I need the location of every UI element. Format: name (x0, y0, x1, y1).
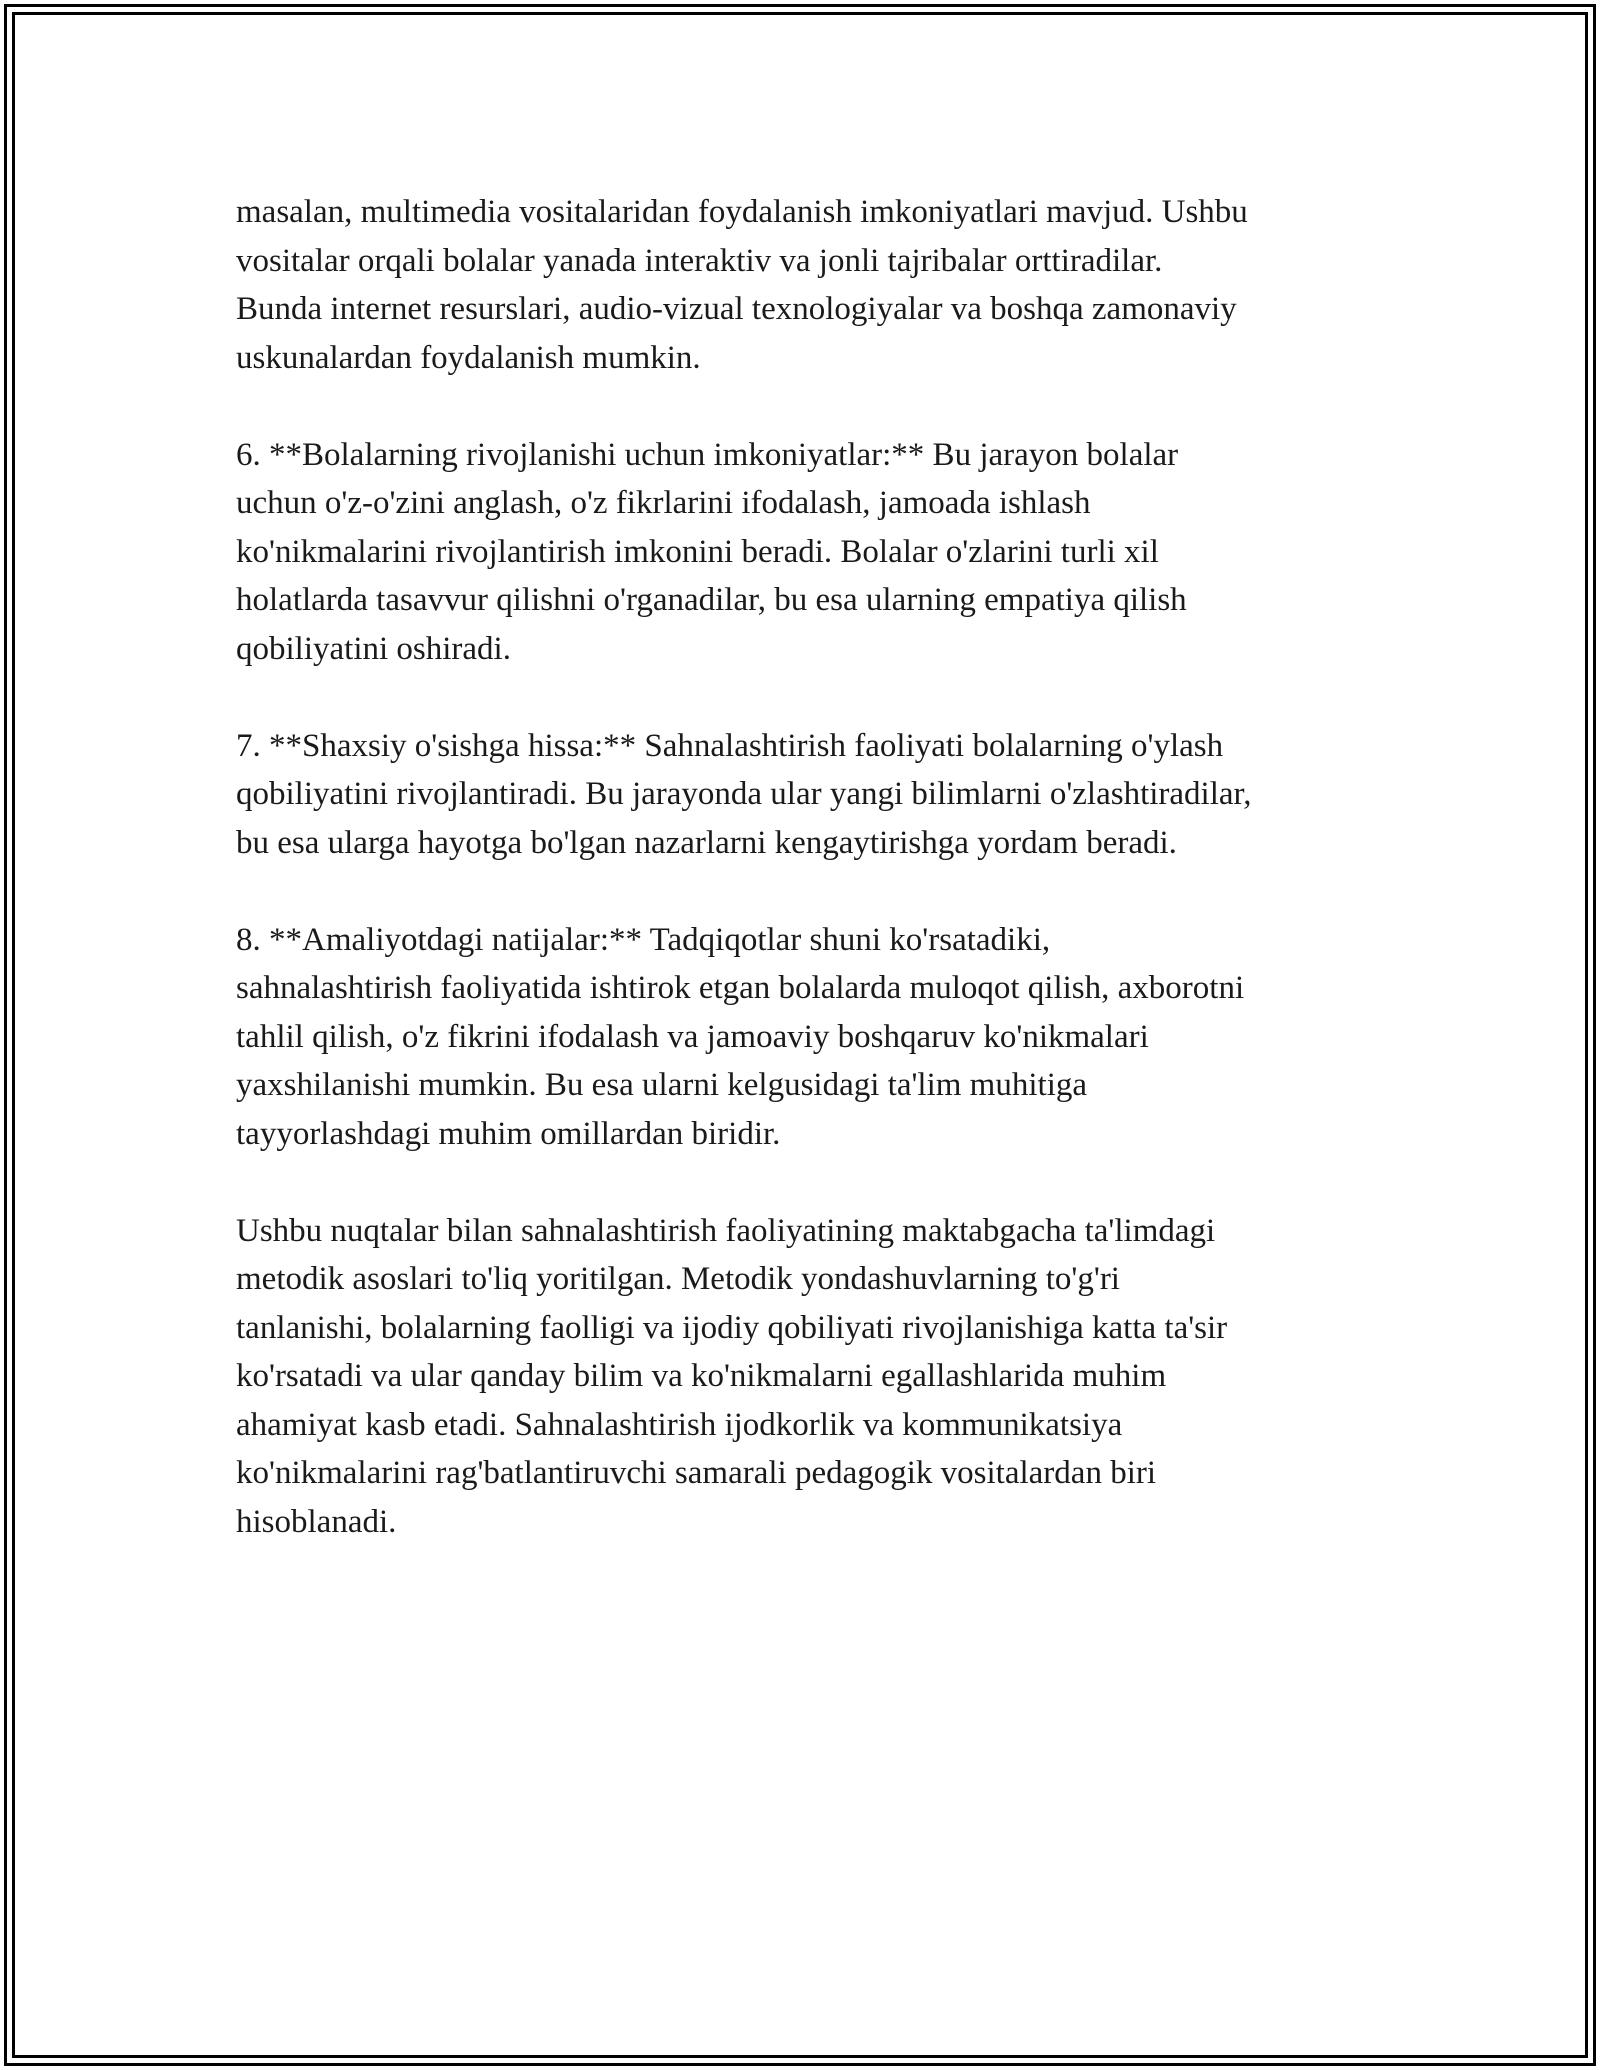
paragraph-item-7 (236, 722, 1386, 868)
text-line: masalan, multimedia vositalaridan foydalanish imkoniyatlari mavjud. Ushbu (236, 194, 1248, 230)
text-line: uskunalardan foydalanish mumkin. (236, 339, 701, 376)
document-body (236, 188, 1386, 1595)
paragraph-conclusion (236, 1207, 1386, 1547)
text-line: Bunda internet resurslari, audio-vizual texnologiyalar va boshqa zamonaviy (236, 291, 1237, 327)
text-line: sahnalashtirish faoliyatida ishtirok etgan bolalarda muloqot qilish, axborotni (236, 970, 1245, 1006)
text-line: 7. **Shaxsiy o'sishga hissa:** Sahnalashtirish faoliyati bolalarning o'ylash (236, 727, 1224, 764)
text-line: qobiliyatini rivojlantiradi. Bu jarayonda ular yangi bilimlarni o'zlashtiradilar, (236, 776, 1252, 812)
paragraph-multimedia (236, 188, 1386, 382)
text-line: 6. **Bolalarning rivojlanishi uchun imkoniyatlar:** Bu jarayon bolalar (236, 436, 1179, 473)
text-line: metodik asoslari to'liq yoritilgan. Metodik yondashuvlarning to'g'ri (236, 1261, 1120, 1297)
text-line: ko'nikmalarini rag'batlantiruvchi samarali pedagogik vositalardan biri (236, 1455, 1157, 1491)
text-line: holatlarda tasavvur qilishni o'rganadilar, bu esa ularning empatiya qilish (236, 582, 1187, 618)
text-line: qobiliyatini oshiradi. (236, 630, 511, 667)
text-line: tayyorlashdagi muhim omillardan biridir. (236, 1115, 781, 1152)
text-line: hisoblanadi. (236, 1503, 397, 1540)
text-line: bu esa ularga hayotga bo'lgan nazarlarni kengaytirishga yordam beradi. (236, 824, 1177, 861)
text-line: ko'rsatadi va ular qanday bilim va ko'nikmalarni egallashlarida muhim (236, 1358, 1167, 1394)
text-line: tahlil qilish, o'z fikrini ifodalash va jamoaviy boshqaruv ko'nikmalari (236, 1018, 1149, 1055)
paragraph-item-8 (236, 916, 1386, 1159)
text-line: ahamiyat kasb etadi. Sahnalashtirish ijodkorlik va kommunikatsiya (236, 1406, 1123, 1443)
text-line: 8. **Amaliyotdagi natijalar:** Tadqiqotlar shuni ko'rsatadiki, (236, 921, 1051, 958)
text-line: yaxshilanishi mumkin. Bu esa ularni kelgusidagi ta'lim muhitiga (236, 1067, 1088, 1103)
text-line: tanlanishi, bolalarning faolligi va ijodiy qobiliyati rivojlanishiga katta ta'sir (236, 1309, 1228, 1346)
text-line: Ushbu nuqtalar bilan sahnalashtirish faoliyatining maktabgacha ta'limdagi (236, 1212, 1216, 1249)
paragraph-item-6 (236, 431, 1386, 674)
text-line: vositalar orqali bolalar yanada interaktiv va jonli tajribalar orttiradilar. (236, 242, 1163, 279)
text-line: ko'nikmalarini rivojlantirish imkonini beradi. Bolalar o'zlarini turli xil (236, 533, 1159, 570)
text-line: uchun o'z-o'zini anglash, o'z fikrlarini ifodalash, jamoada ishlash (236, 485, 1091, 521)
